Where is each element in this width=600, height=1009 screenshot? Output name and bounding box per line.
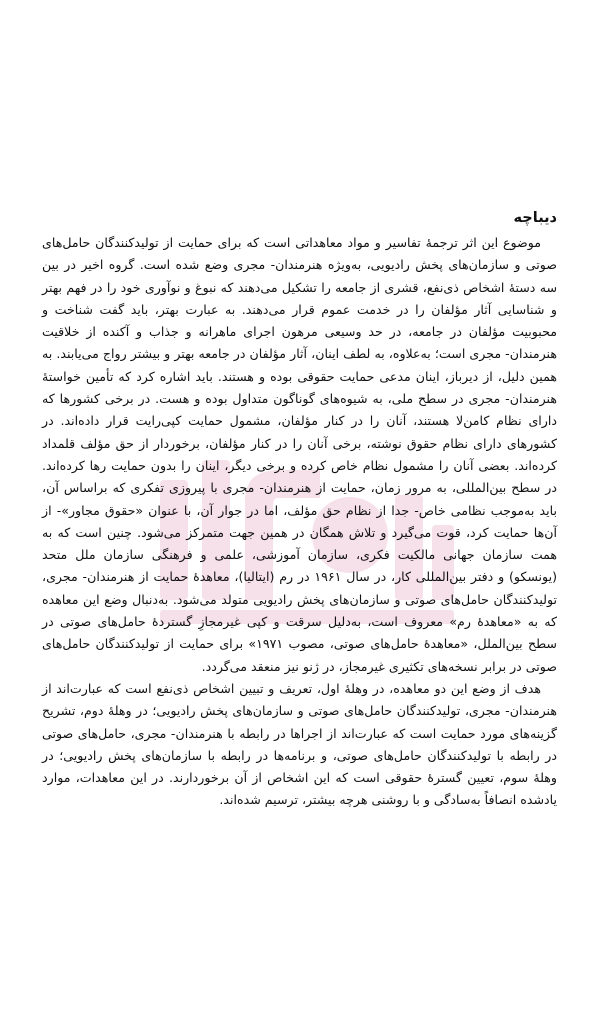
document-page [42,210,557,812]
section-heading: دیباچه [513,210,557,226]
paragraph-2: هدف از وضع این دو معاهده، در وهلهٔ اول، تعریف و تبیین اشخاص ذی‌نفع است که عبارت‌اند از هنرمندان- مجری، تولیدکنندگان حامل‌های صوتی و سازمان‌های پخش رادیویی؛ در وهلهٔ دوم، تشریح گزینه‌های مورد حمایت است که عبارت‌اند از اجراها در رابطه با هنرمندان- مجری، حامل‌های صوتی در رابطه با تولیدکنندگان حامل‌های صوتی، و برنامه‌ها در رابطه با سازمان‌های پخش رادیویی؛ در وهلهٔ سوم، تعیین گسترهٔ حقوقی است که این اشخاص از آن برخوردارند. در این معاهدات، موارد یادشده انصافاً به‌سادگی و با روشنی هرچه بیشتر، ترسیم شده‌اند. [42,680,557,808]
paragraph-1: موضوع این اثر ترجمهٔ تفاسیر و مواد معاهداتی است که برای حمایت از تولیدکنندگان حامل‌های صوتی و سازمان‌های پخش رادیویی، به‌ویژه هنرمندان- مجری وضع شده است. گروه اخیر در بین سه دستهٔ اشخاص ذی‌نفع، قشری از جامعه را تشکیل می‌دهند که نبوغ و نوآوری خود را در فهم بهتر و شناسایی آثار مؤلفان را در خدمت عموم قرار می‌دهند. به عبارت بهتر، باید گفت شناخت و محبوبیت مؤلفان در جامعه، در حد وسیعی مرهون اجرای ماهرانه و جذاب و آکنده از خلاقیت هنرمندان- مجری است؛ به‌علاوه، به لطف اینان، آثار مؤلفان در جامعه بهتر و بیشتر رواج می‌یابند. به همین دلیل، از دیرباز، اینان مدعی حمایت حقوقی بوده و هستند. باید اشاره کرد که تأمین خواستهٔ هنرمندان- مجری در سطح ملی، به شیوه‌های گوناگون متداول بوده و هست. در برخی کشورها که دارای نظام کامن‌لا هستند، آنان را در کنار مؤلفان، مشمول حمایت کپی‌رایت قرار داده‌اند. در کشورهای دارای نظام حقوق نوشته، برخی آنان را در کنار مؤلفان، برخوردار از حق مؤلف قلمداد کرده‌اند. بعضی آنان را مشمول نظام خاص کرده و برخی دیگر، اینان را بدون حمایت رها کرده‌اند. در سطح بین‌المللی، به مرور زمان، حمایت از هنرمندان- مجری با پیروزی تفکری که براساس آن، باید به‌موجب نظامی خاص- جدا از نظام حق مؤلف، اما در جوار آن، با عنوان «حقوق مجاور»- از آن‌ها حمایت کرد، قوت می‌گیرد و تلاش همگان در همین جهت متمرکز می‌شود. چنین است که به همت سازمان جهانی مالکیت فکری، سازمان آموزشی، علمی و فرهنگی سازمان ملل متحد (یونسکو) و دفتر بین‌المللی کار، در سال ۱۹۶۱ در رم (ایتالیا)، معاهدهٔ حمایت از هنرمندان- مجری، تولیدکنندگان حامل‌های صوتی و سازمان‌های پخش رادیویی متولد می‌شود. به‌دنبال وضع این معاهده که به «معاهدهٔ رم» معروف است، به‌دلیل سرقت و کپی غیرمجازِ گستردهٔ حامل‌های صوتی در سطح بین‌الملل، «معاهدهٔ حامل‌های صوتی، مصوب ۱۹۷۱» برای حمایت از تولیدکنندگان حامل‌های صوتی در برابر نسخه‌های تکثیری غیرمجاز، در ژنو نیز منعقد می‌گردد. [42,235,557,674]
